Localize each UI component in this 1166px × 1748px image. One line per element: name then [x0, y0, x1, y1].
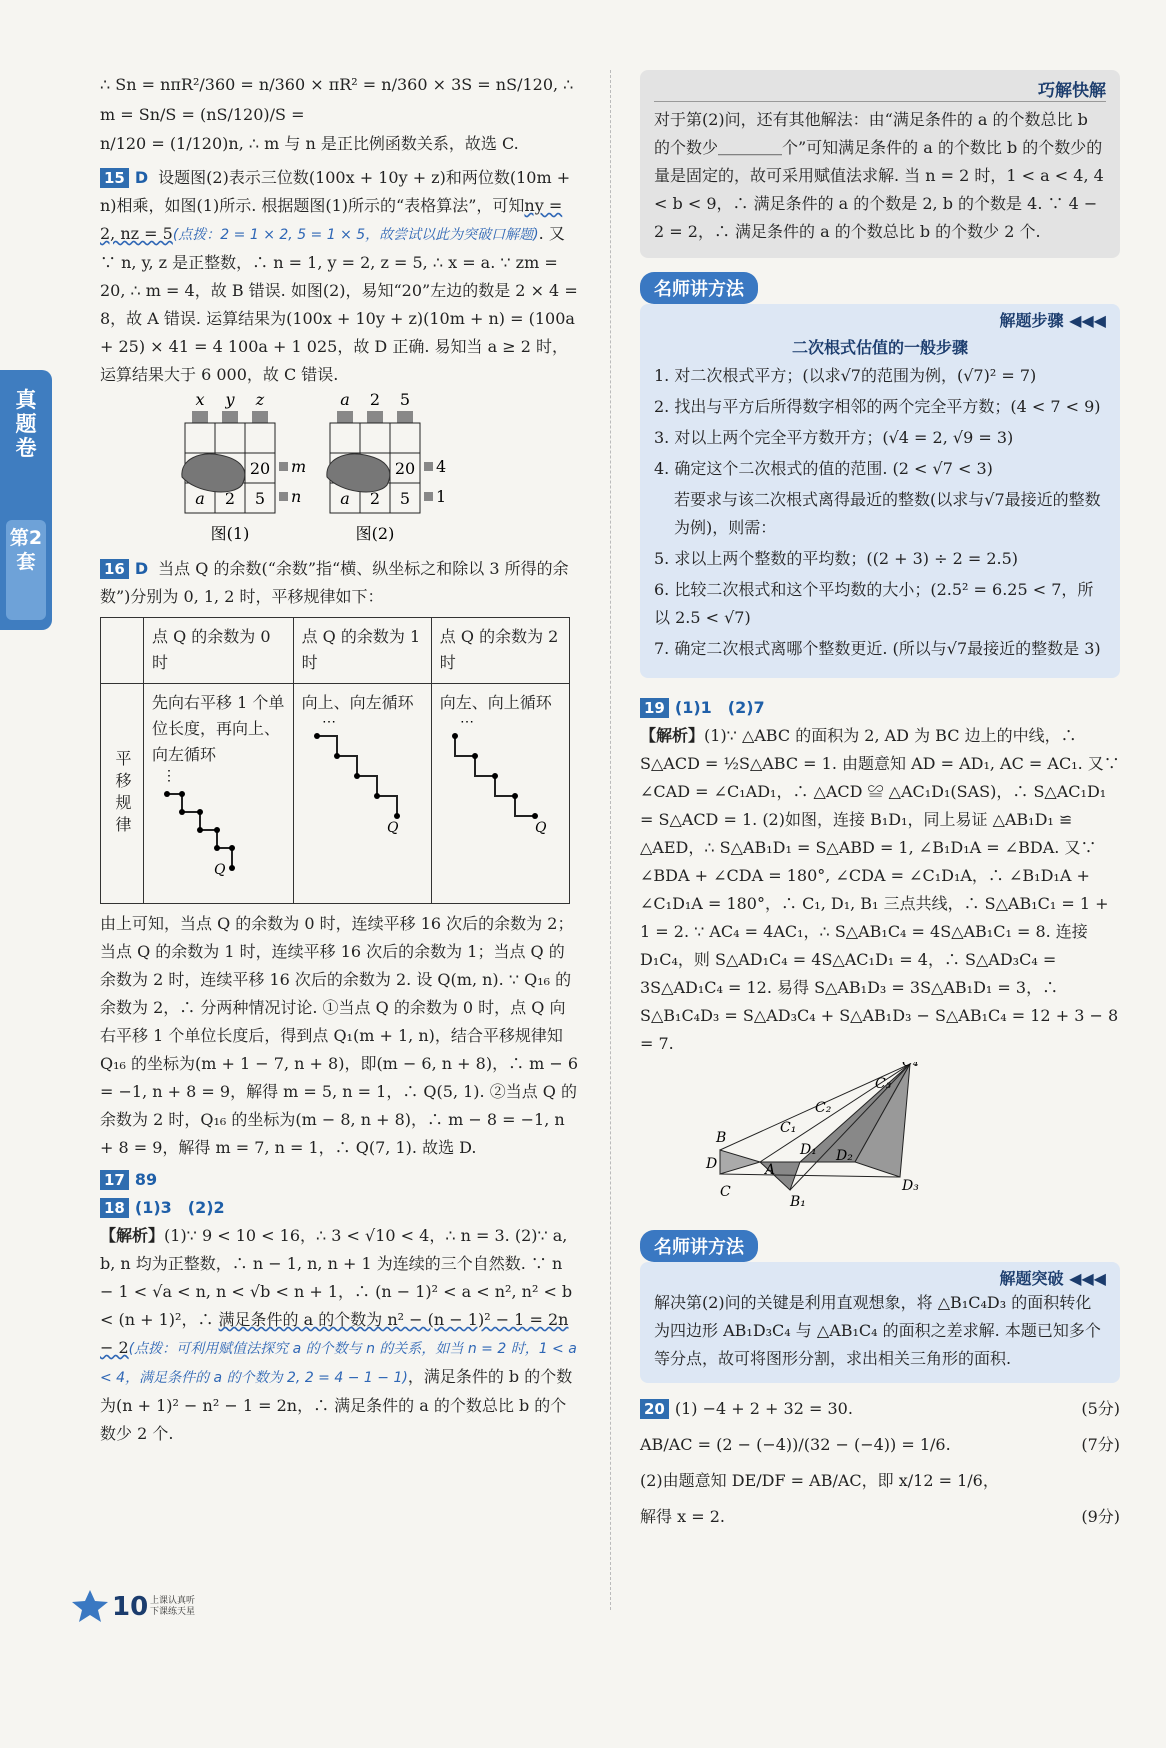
fig2-caption: 图(2) — [355, 524, 395, 543]
table-header: 点 Q 的余数为 2 时 — [431, 618, 569, 684]
fig-label: A — [765, 1162, 776, 1178]
table-row — [101, 684, 570, 904]
question-16 — [100, 555, 580, 1162]
q20-line3: (2)由题意知 DE/DF = AB/AC，即 x/12 = 1/6， — [640, 1471, 999, 1490]
question-number: 16 — [100, 559, 129, 579]
q18-text-cont: ，满足条件的 b 的个数为(n + 1)² − n² − 1 = 2n，∴ 满足条件的 a 的个数总比 b 的个数少 2 个. — [100, 1367, 573, 1443]
side-tab-volume: 真题卷 — [15, 388, 37, 460]
fig2-right-1: 1 — [436, 487, 447, 506]
fig-label: D₃ — [902, 1178, 919, 1194]
analysis-label: 【解析】 — [100, 1226, 165, 1245]
q16-explain: 由上可知，当点 Q 的余数为 0 时，连续平移 16 次后的余数为 2；当点 Q 的余数为 1 时，连续平移 16 次后的余数为 1；当点 Q 的余数为 2 时，连续平移 16 次后的余数为 2. 设 Q(m, n). ∵ Q₁₆ 的余数为 2，∴ 分两种情况讨论. ①当点 Q 的余数为 0 时，点 Q 向右平移 1 个单位长度后，得到点 Q₁(m + 1, n)，结合平移规律知 Q₁₆ 的坐标为(m + 1 − 7, n + 8)，即(m − 6, n + 8)，∴ m − 6 = −1, n + 8 = 9，解得 m = 5, n = 1，∴ Q(5, 1). ②当点 Q 的余数为 2 时，Q₁₆ 的坐标为(m − 8, n + 8)，∴ m − 8 = −1, n + 8 = 9，解得 m = 7, n = 1，∴ Q(7, 1). 故选 D. — [100, 914, 579, 1157]
question-number: 18 — [100, 1198, 129, 1218]
star-icon — [70, 1588, 110, 1624]
method-text: 解决第(2)问的关键是利用直观想象，将 △B₁C₄D₃ 的面积转化为四边形 AB₁D₃C₄ 与 △AB₁C₄ 的面积之差求解. 本题已知多个等分点，故可将图形分割，求出相关三角形的面积. — [654, 1293, 1101, 1368]
fig2-top-5: 5 — [399, 390, 411, 409]
method-step: 5. 求以上两个整数的平均数；((2 + 3) ÷ 2 = 2.5) — [654, 549, 1019, 568]
analysis-label: 【解析】 — [640, 726, 705, 745]
row-label: 平移规律 — [101, 684, 144, 904]
fig-label: D₂ — [836, 1148, 853, 1164]
fig2-cell-5: 5 — [399, 489, 411, 508]
q20-line4: 解得 x = 2. — [640, 1507, 725, 1526]
method-sub: 解题步骤 ◀◀◀ — [999, 311, 1106, 330]
fig2-cell-a: a — [340, 489, 350, 508]
fig-label: B₁ — [790, 1194, 806, 1210]
question-19 — [640, 694, 1120, 1216]
fig-label: C₁ — [780, 1120, 797, 1136]
quick-solution-title: 巧解快解 — [654, 76, 1106, 102]
rule-text: 先向右平移 1 个单位长度，再向上、向左循环 — [152, 693, 285, 764]
fig1-top-y: y — [225, 390, 235, 409]
figure-2 — [327, 390, 446, 543]
method-step: 1. 对二次根式平方；(以求√7的范围为例，(√7)² = 7) — [654, 366, 1037, 385]
svg-text:⋯: ⋯ — [459, 716, 474, 730]
q14-tail-line2: n/120 = (1/120)n, ∴ m 与 n 是正比例函数关系，故选 C. — [100, 134, 519, 153]
method-step: 3. 对以上两个完全平方数开方；(√4 = 2, √9 = 3) — [654, 428, 1014, 447]
method-step: 若要求与该二次根式离得最近的整数(以求与√7最接近的整数为例)，则需： — [674, 490, 1101, 537]
question-number: 20 — [640, 1399, 669, 1419]
method-box-2 — [640, 1230, 1120, 1383]
answer-value: 89 — [134, 1170, 158, 1189]
fig1-right-n: n — [291, 487, 302, 506]
question-number: 17 — [100, 1170, 129, 1190]
rule-text: 向上、向左循环 — [301, 693, 414, 712]
score: (9分) — [1081, 1507, 1120, 1526]
score: (7分) — [1081, 1435, 1120, 1454]
footer-slogan-line: 上课认真听 — [150, 1596, 196, 1606]
fig1-cell-20: 20 — [249, 459, 271, 478]
method-step: 2. 找出与平方后所得数字相邻的两个完全平方数；(4 < 7 < 9) — [654, 397, 1101, 416]
point-q-label: Q — [386, 820, 399, 836]
question-15 — [100, 164, 580, 553]
q15-text: 设题图(2)表示三位数(100x + 10y + z)和两位数(10m + n)相乘，如图(1)所示. 根据题图(1)所示的“表格算法”，可知 — [100, 168, 571, 215]
footer-slogan-line: 下课练天星 — [150, 1607, 196, 1617]
fig1-right-m: m — [291, 457, 307, 476]
figure-1 — [182, 390, 306, 543]
answer-value: (1)1 (2)7 — [674, 698, 765, 717]
table-row — [101, 618, 570, 684]
q15-hint: (点拨：2 = 1 × 2, 5 = 1 × 5，故尝试以此为突破口解题) — [172, 227, 539, 243]
method-step: 7. 确定二次根式离哪个整数更近. (所以与√7最接近的整数是 3) — [654, 639, 1101, 658]
fig-label: D₁ — [800, 1142, 817, 1158]
quick-solution-box — [640, 70, 1120, 258]
quick-solution-text: 对于第(2)问，还有其他解法：由“满足条件的 a 的个数总比 b 的个数少＿＿＿＿个”可知满足条件的 a 的个数比 b 的个数少的量是固定的，故可采用赋值法求解. 当 n = 2 时，1 < a < 4, 4 < b < 9，∴ 满足条件的 a 的个数是 2, b 的个数是 4. ∵ 4 − 2 = 2，∴ 满足条件的 a 的个数总比 b 的个数少 2 个. — [654, 110, 1104, 241]
q16-rule-table — [100, 617, 570, 904]
fig-label: B — [716, 1130, 727, 1146]
q18-underline: 满足条件的 a 的个数为 n² − (n − 1)² − 1 = 2n − 2 — [100, 1310, 569, 1357]
method-step: 4. 确定这个二次根式的值的范围. (2 < √7 < 3) — [654, 459, 993, 478]
left-column — [100, 70, 580, 1448]
fig-label: C — [720, 1184, 731, 1200]
table-header: 点 Q 的余数为 0 时 — [144, 618, 294, 684]
method-step: 6. 比较二次根式和这个平均数的大小；(2.5² = 6.25 < 7，所以 2.5 < √7) — [654, 580, 1094, 627]
fig1-top-x: x — [195, 390, 205, 409]
answer-letter: D — [134, 168, 149, 187]
q18-text: (1)∵ 9 < 10 < 16，∴ 3 < √10 < 4，∴ n = 3. (2)∵ a, b, n 均为正整数，∴ n − 1, n, n + 1 为连续的三个自然数. ∵ n − 1 < √a < n, n < √b < n + 1，∴ (n − 1)² < a < n², n² < b < (n + 1)²，∴ — [100, 1226, 573, 1329]
question-17 — [100, 1166, 580, 1194]
fig1-cell-2: 2 — [224, 489, 236, 508]
fig-label: C₂ — [815, 1100, 832, 1116]
q15-figures — [100, 389, 580, 549]
q20-line2: AB/AC = (2 − (−4))/(32 − (−4)) = 1/6. — [640, 1435, 951, 1454]
staircase-path-1 — [302, 716, 422, 836]
table-header: 点 Q 的余数为 1 时 — [293, 618, 431, 684]
point-q-label: Q — [214, 862, 226, 878]
method-badge: 名师讲方法 — [640, 272, 758, 304]
q15-text-cont: . 又∵ n, y, z 是正整数，∴ n = 1, y = 2, z = 5, ∴ x = a. ∵ zm = 20, ∴ m = 4，故 B 错误. 如图(2)，易知“20”左边的数是 2 × 4 = 8，故 A 错误. 运算结果为(100x + 10y + z)(10m + n) = (100a + 25) × 41 = 4 100a + 1 025，故 D 正确. 易知当 a ≥ 2 时，运算结果大于 6 000，故 C 错误. — [100, 224, 578, 384]
q19-text: (1)∵ △ABC 的面积为 2, AD 为 BC 边上的中线，∴ S△ACD = ½S△ABC = 1. 由题意知 AD = AD₁, AC = AC₁. 又∵ ∠CAD = ∠C₁AD₁，∴ △ACD ≌ △AC₁D₁(SAS)，∴ S△AC₁D₁ = S△ACD = 1. (2)如图，连接 B₁D₁，同上易证 △AB₁D₁ ≌ △AED，∴ S△AB₁D₁ = S△ABD = 1, ∠B₁D₁A = ∠BDA. 又∵ ∠BDA + ∠CDA = 180°, ∠CDA = ∠C₁D₁A，∴ ∠B₁D₁A + ∠C₁D₁A = 180°，∴ C₁, D₁, B₁ 三点共线，∴ S△AB₁C₁ = 1 + 1 = 2. ∵ AC₄ = 4AC₁，∴ S△AB₁C₄ = 4S△AB₁C₁ = 8. 连接 D₁C₄，则 S△AD₁C₄ = 4S△AC₁D₁ = 4，∴ S△AD₃C₄ = 3S△AD₁C₄ = 12. 易得 S△AB₁D₃ = 3S△AB₁D₁ = 3，∴ S△B₁C₄D₃ = S△AD₃C₄ + S△AB₁D₃ − S△AB₁C₄ = 12 + 3 − 8 = 7. — [640, 726, 1120, 1053]
score: (5分) — [1081, 1399, 1120, 1418]
column-divider — [610, 70, 612, 1610]
svg-text:⋯: ⋯ — [321, 716, 336, 730]
side-tab-set: 第2套 — [6, 520, 46, 620]
fig2-right-4: 4 — [436, 457, 447, 476]
q14-tail-line1: ∴ Sn = nπR²/360 = n/360 × πR² = n/360 × 3S = nS/120, ∴ m = Sn/S = (nS/120)/S = — [100, 75, 574, 124]
question-20 — [640, 1395, 1120, 1531]
fig1-cell-5: 5 — [254, 489, 266, 508]
side-tab — [0, 370, 52, 630]
question-number: 19 — [640, 698, 669, 718]
q20-line1: (1) −4 + 2 + 32 = 30. — [674, 1399, 853, 1418]
page-number: 10 — [112, 1592, 149, 1622]
staircase-path-2 — [440, 716, 560, 836]
fig2-top-a: a — [340, 390, 350, 409]
method-box-1 — [640, 272, 1120, 678]
fig-label: D — [706, 1156, 718, 1172]
fig2-cell-20: 20 — [394, 459, 416, 478]
q18-hint: (点拨：可利用赋值法探究 a 的个数与 n 的关系，如当 n = 2 时，1 < a < 4，满足条件的 a 的个数为 2, 2 = 4 − 1 − 1) — [100, 1341, 577, 1386]
fig1-caption: 图(1) — [210, 524, 250, 543]
fig2-cell-2: 2 — [369, 489, 381, 508]
rule-text: 向左、向上循环 — [439, 693, 552, 712]
fig-label: C₃ — [875, 1076, 892, 1092]
q19-figure — [640, 1062, 1120, 1212]
method-sub: 解题突破 ◀◀◀ — [999, 1269, 1106, 1288]
method-badge: 名师讲方法 — [640, 1230, 758, 1262]
fig1-cell-a: a — [195, 489, 205, 508]
footer-slogan — [150, 1596, 195, 1618]
q15-underline: ny = 2, nz = 5 — [100, 196, 563, 243]
staircase-path-0 — [152, 768, 272, 878]
fig1-top-z: z — [255, 390, 265, 409]
answer-value: (1)3 (2)2 — [134, 1198, 225, 1217]
point-q-label: Q — [534, 820, 547, 836]
question-18 — [100, 1194, 580, 1448]
right-column — [640, 70, 1120, 1531]
method-title: 二次根式估值的一般步骤 — [791, 338, 968, 357]
fig2-top-2: 2 — [369, 390, 381, 409]
svg-text:⋮: ⋮ — [162, 768, 176, 784]
answer-letter: D — [134, 559, 149, 578]
q16-text: 当点 Q 的余数(“余数”指“横、纵坐标之和除以 3 所得的余数”)分别为 0, 1, 2 时，平移规律如下： — [100, 559, 569, 606]
fig-label: C₄ — [902, 1062, 919, 1070]
question-number: 15 — [100, 168, 129, 188]
